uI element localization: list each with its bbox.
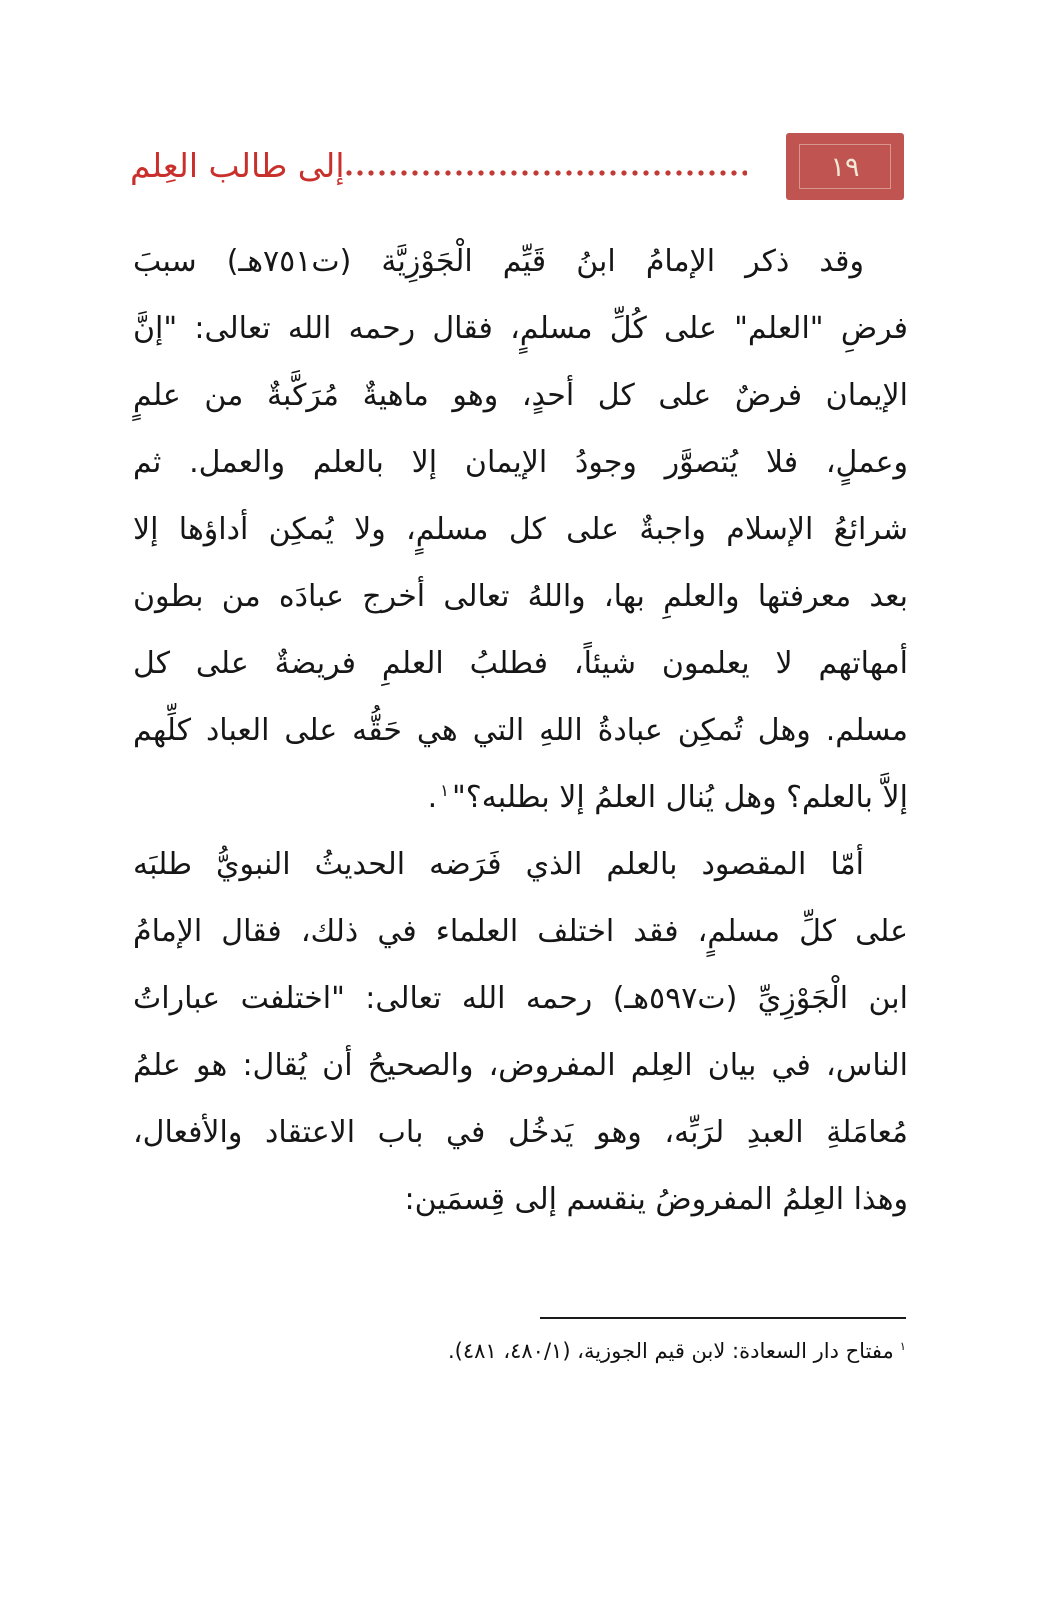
- body-line: الناس، في بيان العِلم المفروض، والصحيحُ أن يُقال: هو علمُ: [133, 1048, 908, 1083]
- body-line: شرائعُ الإسلام واجبةٌ على كل مسلمٍ، ولا يُمكِن أداؤها إلا: [133, 512, 908, 547]
- body-line: [133, 764, 908, 831]
- body-line: بعد معرفتها والعلمِ بها، واللهُ تعالى أخرج عبادَه من بطون: [133, 579, 908, 614]
- running-title: إلى طالب العِلم: [130, 146, 345, 185]
- footnote-separator: [540, 1317, 906, 1319]
- footnote-text: مفتاح دار السعادة: لابن قيم الجوزية، (٤٨٠/١، ٤٨١).: [447, 1339, 894, 1363]
- header-dotted-divider: [346, 169, 747, 177]
- body-line: وقد ذكر الإمامُ ابنُ قَيِّم الْجَوْزِيَّة (ت٧٥١هـ) سببَ: [133, 244, 864, 279]
- footnote: [133, 1330, 908, 1372]
- body-line: وعملٍ، فلا يُتصوَّر وجودُ الإيمان إلا بالعلم والعمل. ثم: [133, 445, 908, 480]
- page-body: [133, 228, 908, 1233]
- sentence-period: .: [427, 780, 438, 815]
- body-line: أمّا المقصود بالعلم الذي فَرَضه الحديثُ النبويُّ طلبَه: [133, 847, 864, 882]
- body-line: على كلِّ مسلمٍ، فقد اختلف العلماء في ذلك، فقال الإمامُ: [133, 914, 908, 949]
- body-line: مُعامَلةِ العبدِ لرَبِّه، وهو يَدخُل في باب الاعتقاد والأفعال،: [133, 1115, 908, 1150]
- body-line-text: إلاَّ بالعلم؟ وهل يُنال العلمُ إلا بطلبه؟": [452, 780, 908, 815]
- body-line: ابن الْجَوْزِيِّ (ت٥٩٧هـ) رحمه الله تعالى: "اختلفت عباراتُ: [133, 981, 908, 1016]
- body-line: فرضِ "العلم" على كُلِّ مسلمٍ، فقال رحمه الله تعالى: "إنَّ: [133, 311, 908, 346]
- page-number-box: [786, 133, 904, 200]
- body-line: الإيمان فرضٌ على كل أحدٍ، وهو ماهيةٌ مُرَكَّبةٌ من علمٍ: [133, 378, 908, 413]
- body-line: مسلم. وهل تُمكِن عبادةُ اللهِ التي هي حَقُّه على العباد كلِّهم: [133, 713, 908, 748]
- body-line: أمهاتهم لا يعلمون شيئاً، فطلبُ العلمِ فريضةٌ على كل: [133, 646, 908, 681]
- body-line: وهذا العِلمُ المفروضُ ينقسم إلى قِسمَين:: [404, 1182, 908, 1217]
- footnote-reference: ١: [440, 781, 449, 800]
- footnote-marker: ١: [899, 1339, 906, 1353]
- page-number: ١٩: [830, 152, 860, 183]
